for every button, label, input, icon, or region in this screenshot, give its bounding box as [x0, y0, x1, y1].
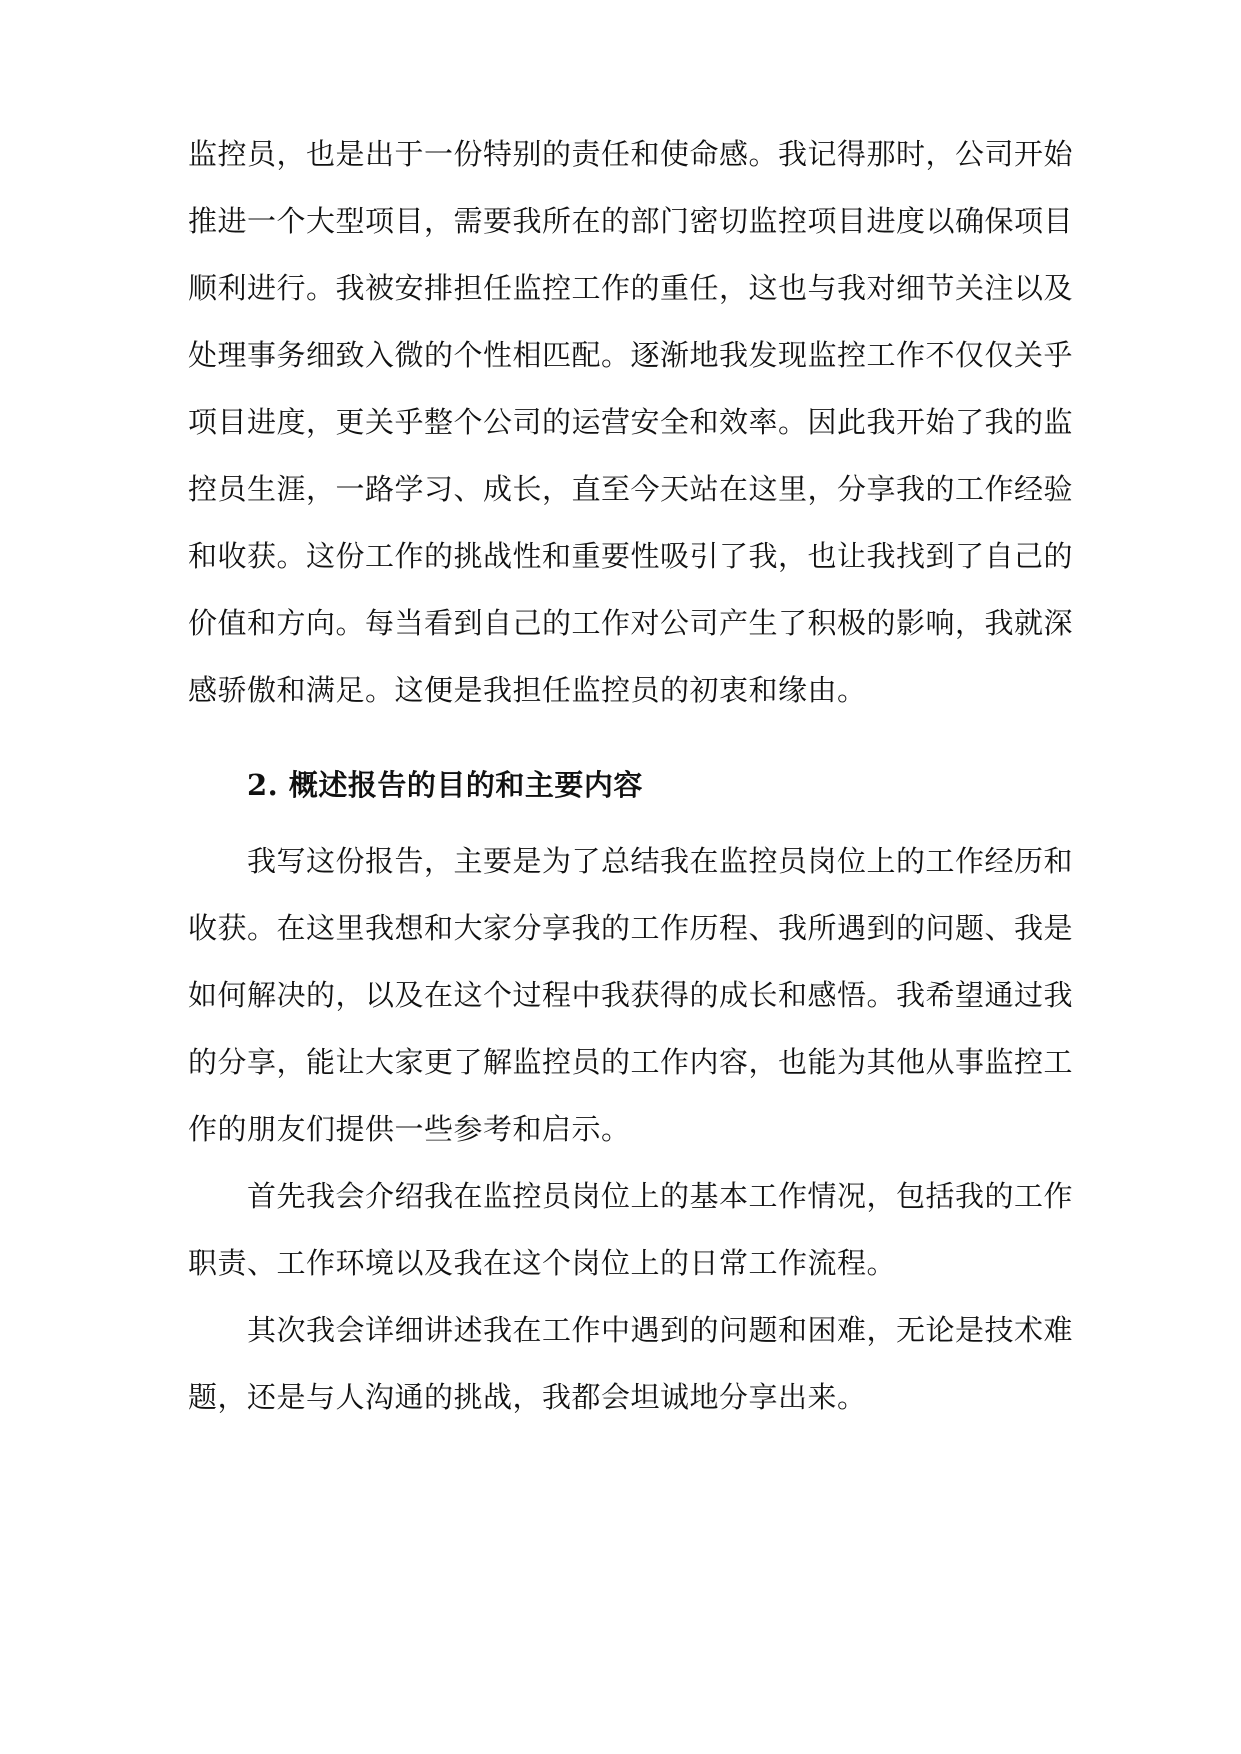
paragraph-1-line-5: 项目进度，更关乎整个公司的运营安全和效率。因此我开始了我的监	[188, 405, 1074, 439]
paragraph-1-line-7: 和收获。这份工作的挑战性和重要性吸引了我，也让我找到了自己的	[188, 539, 1074, 573]
paragraph-2-line-3: 如何解决的，以及在这个过程中我获得的成长和感悟。我希望通过我	[188, 978, 1074, 1012]
paragraph-2-line-2: 收获。在这里我想和大家分享我的工作历程、我所遇到的问题、我是	[188, 911, 1074, 945]
paragraph-1-line-9: 感骄傲和满足。这便是我担任监控员的初衷和缘由。	[188, 673, 867, 707]
paragraph-1-line-3: 顺利进行。我被安排担任监控工作的重任，这也与我对细节关注以及	[188, 271, 1074, 305]
paragraph-2-line-4: 的分享，能让大家更了解监控员的工作内容，也能为其他从事监控工	[188, 1045, 1074, 1079]
paragraph-4-line-1: 其次我会详细讲述我在工作中遇到的问题和困难，无论是技术难	[247, 1313, 1074, 1347]
paragraph-1-line-1: 监控员，也是出于一份特别的责任和使命感。我记得那时，公司开始	[188, 137, 1074, 171]
paragraph-1-line-6: 控员生涯，一路学习、成长，直至今天站在这里，分享我的工作经验	[188, 472, 1074, 506]
paragraph-4-line-2: 题，还是与人沟通的挑战，我都会坦诚地分享出来。	[188, 1380, 867, 1414]
paragraph-2-line-1: 我写这份报告，主要是为了总结我在监控员岗位上的工作经历和	[247, 844, 1074, 878]
paragraph-1-line-4: 处理事务细致入微的个性相匹配。逐渐地我发现监控工作不仅仅关乎	[188, 338, 1074, 372]
section-heading: 2. 概述报告的目的和主要内容	[247, 768, 643, 802]
paragraph-2-line-5: 作的朋友们提供一些参考和启示。	[188, 1112, 631, 1146]
paragraph-1-line-8: 价值和方向。每当看到自己的工作对公司产生了积极的影响，我就深	[188, 606, 1074, 640]
paragraph-3-line-2: 职责、工作环境以及我在这个岗位上的日常工作流程。	[188, 1246, 897, 1280]
paragraph-1-line-2: 推进一个大型项目，需要我所在的部门密切监控项目进度以确保项目	[188, 204, 1074, 238]
paragraph-3-line-1: 首先我会介绍我在监控员岗位上的基本工作情况，包括我的工作	[247, 1179, 1074, 1213]
